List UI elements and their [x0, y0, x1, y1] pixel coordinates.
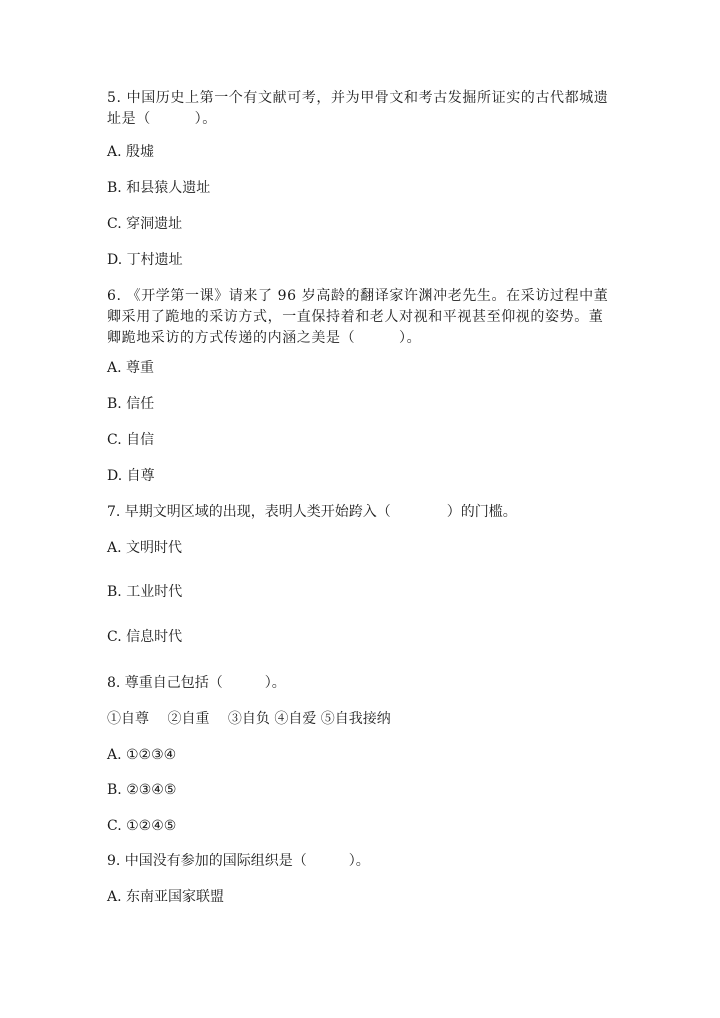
question-5-option-a: A. 殷墟 — [107, 144, 155, 160]
question-6-option-a: A. 尊重 — [107, 360, 155, 376]
question-8-text: 8. 尊重自己包括（ ）。 — [107, 675, 286, 691]
question-8-option-a: A. ①②③④ — [107, 747, 177, 763]
question-8-option-b: B. ②③④⑤ — [107, 782, 177, 798]
question-7-text: 7. 早期文明区域的出现，表明人类开始跨入（ ）的门槛。 — [107, 504, 517, 520]
question-5-option-d: D. 丁村遗址 — [107, 252, 183, 268]
question-6-option-c: C. 自信 — [107, 432, 155, 448]
question-8-choices: ①自尊 ②自重 ③自负 ④自爱 ⑤自我接纳 — [107, 711, 391, 727]
question-6-option-b: B. 信任 — [107, 396, 155, 412]
question-6-option-d: D. 自尊 — [107, 468, 155, 484]
question-7-option-b: B. 工业时代 — [107, 584, 183, 600]
question-7-option-a: A. 文明时代 — [107, 540, 183, 556]
question-5-option-b: B. 和县猿人遗址 — [107, 180, 211, 196]
question-8-option-c: C. ①②④⑤ — [107, 818, 177, 834]
question-5-text: 5. 中国历史上第一个有文献可考，并为甲骨文和考古发掘所证实的古代都城遗址是（ ）。 — [107, 90, 609, 127]
question-6-text: 6. 《开学第一课》请来了 96 岁高龄的翻译家许渊冲老先生。在采访过程中董卿采用了跪地的采访方式，一直保持着和老人对视和平视甚至仰视的姿势。董卿跪地采访的方式传递的内涵之美是（ ）。 — [107, 288, 609, 346]
question-9-option-a: A. 东南亚国家联盟 — [107, 889, 225, 905]
question-5-option-c: C. 穿洞遗址 — [107, 216, 183, 232]
question-9-text: 9. 中国没有参加的国际组织是（ ）。 — [107, 853, 370, 869]
question-7-option-c: C. 信息时代 — [107, 629, 183, 645]
